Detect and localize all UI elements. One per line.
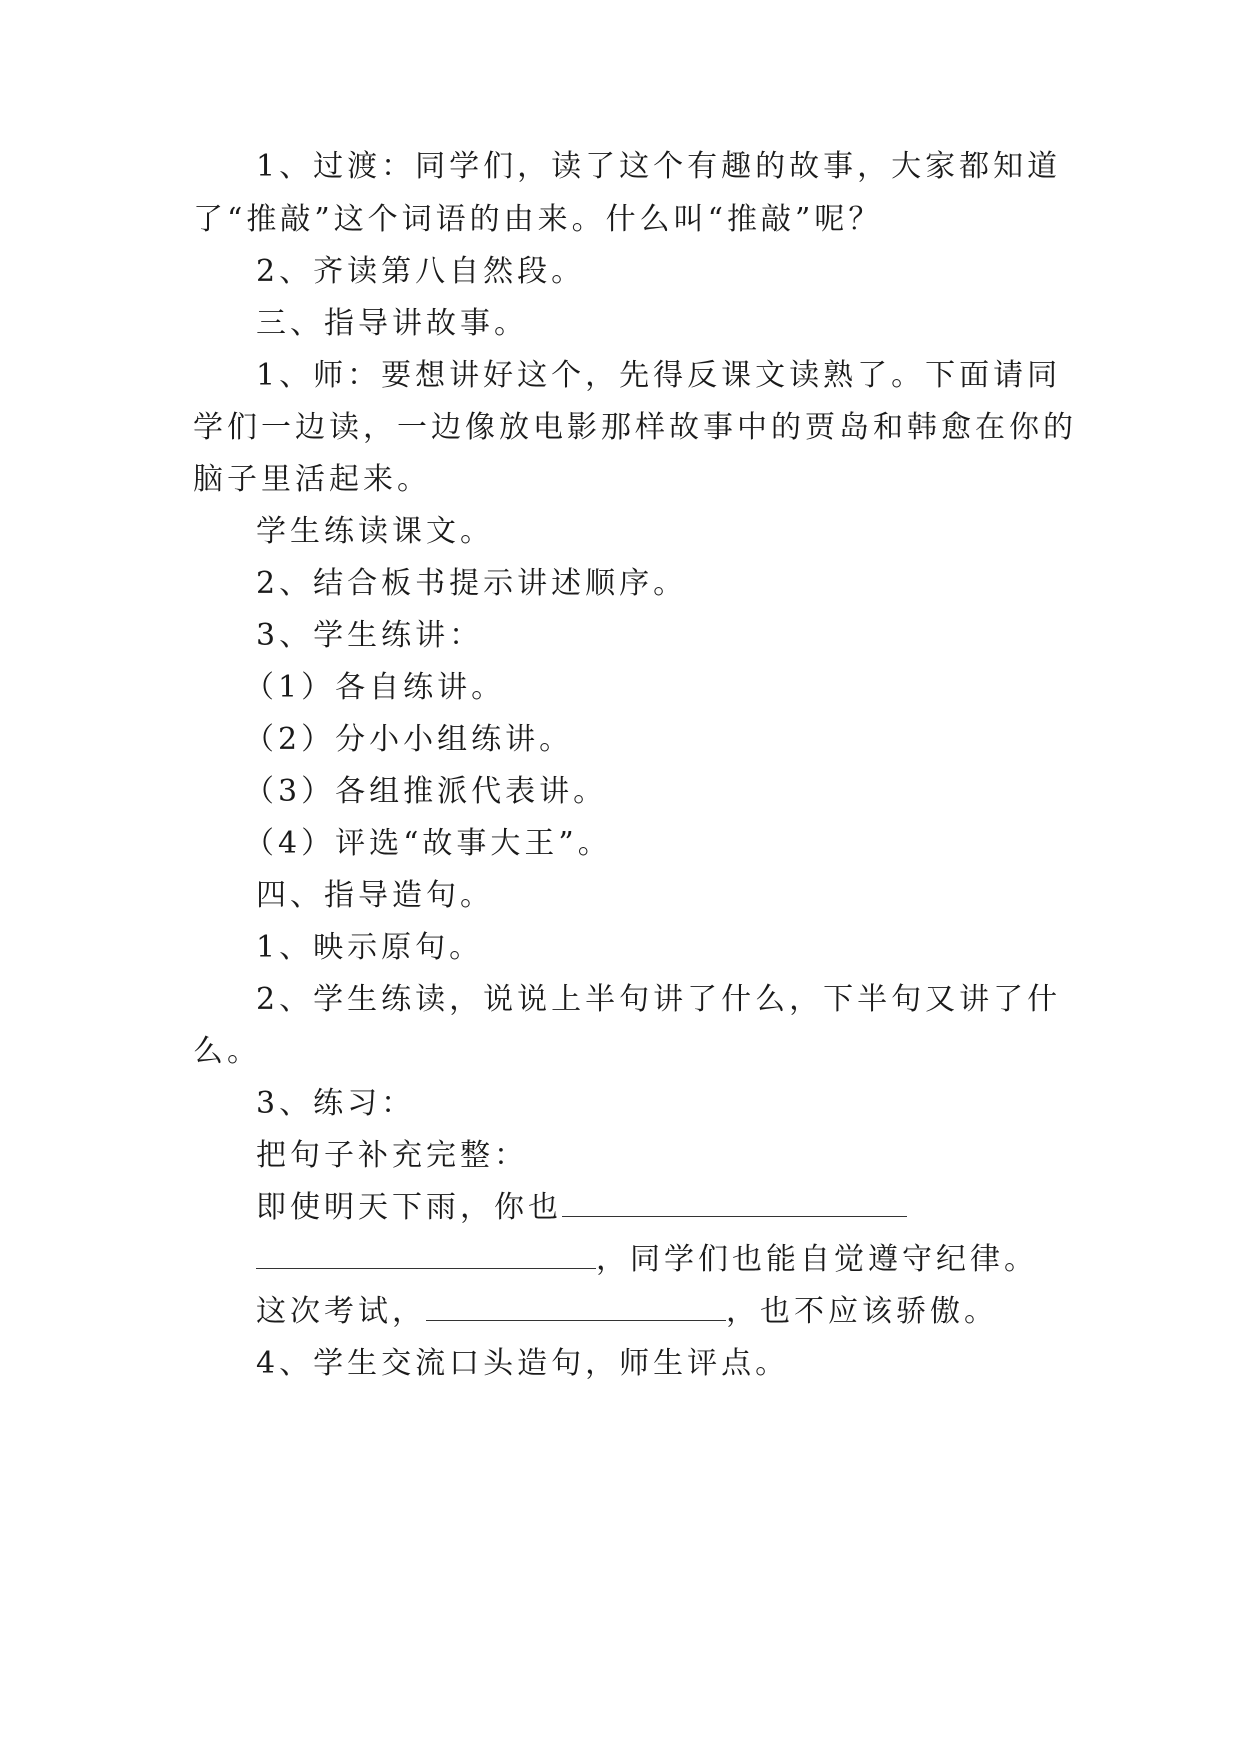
answer-blank [256,1242,596,1269]
paragraph-line: 1、过渡：同学们，读了这个有趣的故事，大家都知道 [256,149,1062,184]
paragraph-line: 把句子补充完整： [256,1138,528,1173]
sentence-prefix: 这次考试， [256,1294,426,1329]
fill-in-sentence-1 [0,1188,1241,1228]
list-item: （3）各组推派代表讲。 [244,774,608,809]
fill-in-sentence-2 [0,1240,1241,1280]
paragraph-line: 2、齐读第八自然段。 [256,254,586,289]
section-heading: 四、指导造句。 [256,878,494,913]
list-item: （1）各自练讲。 [244,670,506,705]
list-item: （2）分小小组练讲。 [244,722,574,757]
sentence-suffix: ，也不应该骄傲。 [726,1294,998,1329]
paragraph-line: 3、练习： [256,1086,416,1121]
fill-in-sentence-3 [0,1292,1241,1332]
paragraph-line: 学生练读课文。 [256,514,494,549]
paragraph-line: 学们一边读，一边像放电影那样故事中的贾岛和韩愈在你的 [193,410,1077,445]
paragraph-line: 2、结合板书提示讲述顺序。 [256,566,688,601]
sentence-suffix: ，同学们也能自觉遵守纪律。 [596,1242,1038,1277]
paragraph-line: 脑子里活起来。 [193,462,431,497]
paragraph-line: 么。 [193,1034,261,1069]
paragraph-line: 4、学生交流口头造句，师生评点。 [256,1346,790,1381]
answer-blank [426,1294,726,1321]
paragraph-line: 1、师：要想讲好这个，先得反课文读熟了。下面请同 [256,358,1062,393]
paragraph-line: 了“推敲”这个词语的由来。什么叫“推敲”呢？ [193,202,883,237]
paragraph-line: 3、学生练讲： [256,618,484,653]
section-heading: 三、指导讲故事。 [256,306,528,341]
answer-blank [562,1190,907,1217]
list-item: （4）评选“故事大王”。 [244,826,612,861]
sentence-prefix: 即使明天下雨，你也 [256,1190,562,1225]
paragraph-line: 1、映示原句。 [256,930,484,965]
paragraph-line: 2、学生练读，说说上半句讲了什么，下半句又讲了什 [256,982,1062,1017]
